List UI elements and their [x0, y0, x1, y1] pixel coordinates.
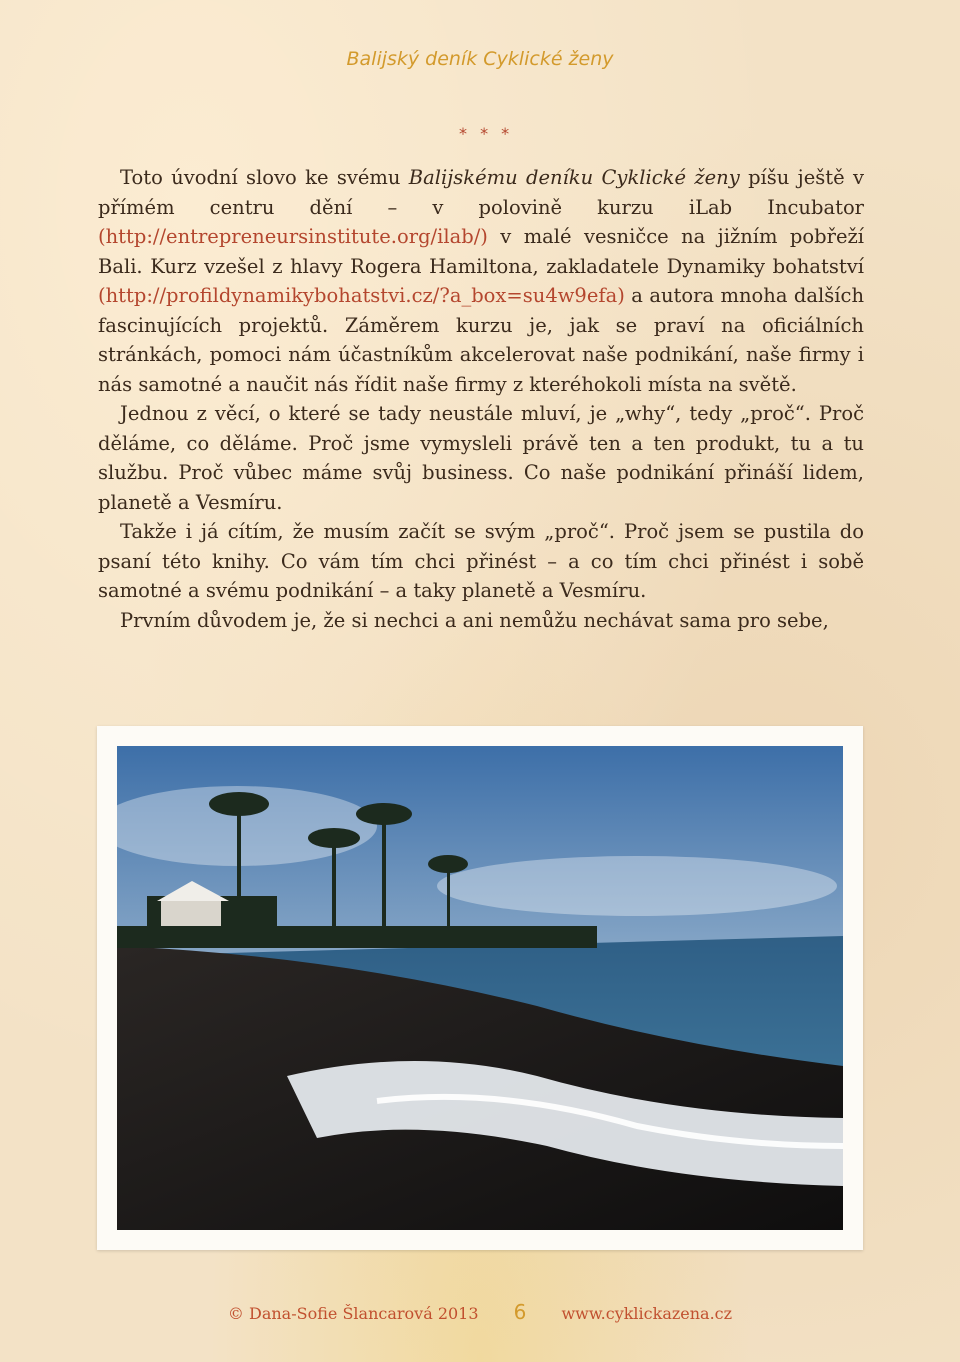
p1-text-a: Toto úvodní slovo ke svému [120, 166, 409, 189]
main-text [98, 163, 864, 635]
ilab-link[interactable]: (http://entrepreneursinstitute.org/ilab/) [98, 225, 488, 248]
paragraph-2: Jednou z věcí, o které se tady neustále mluví, je „why“, tedy „proč“. Proč děláme, co děláme. Proč jsme vymysleli právě ten a ten produkt, tu a tu službu. Proč vůbec máme svůj business. Co naše podnikání přináší lidem, planetě a Vesmíru. [98, 402, 864, 514]
book-title: Balijskému deníku Cyklické ženy [408, 166, 740, 189]
beach-photo [117, 746, 843, 1230]
paragraph-4: Prvním důvodem je, že si nechci a ani nemůžu nechávat sama pro sebe, [120, 608, 829, 632]
page-footer [0, 1300, 960, 1324]
copyright: © Dana-Sofie Šlancarová 2013 [227, 1304, 479, 1323]
p1-text-c: v malé vesničce na jižním pobřeží Bali. Kurz vzešel z hlavy Rogera Hamiltona, zakladatele Dynamiky bohatství [98, 225, 864, 278]
dynamiky-link[interactable]: (http://profildynamikybohatstvi.cz/?a_box=su4w9efa) [98, 284, 625, 307]
p1-text-d: a autora mnoha dalších fascinujících projektů. Záměrem kurzu je, jak se praví na oficiálních stránkách, pomoci nám účastníkům akcelerovat naše podnikání, naše firmy i nás samotné a naučit nás řídit naše firmy z kteréhokoli místa na světě. [98, 284, 864, 396]
paragraph-3: Takže i já cítím, že musím začít se svým „proč“. Proč jsem se pustila do psaní této knihy. Co vám tím chci přinést – a co tím chci přinést i sobě samotné a svému podnikání – a taky planetě a Vesmíru. [98, 520, 864, 602]
running-header: Balijský deník Cyklické ženy [346, 48, 614, 70]
paragraph-1 [98, 163, 864, 399]
p1-text-b: píšu ještě v přímém centru dění – v polovině kurzu iLab Incubator [98, 166, 864, 219]
section-separator: * * * [459, 124, 514, 143]
beach-photo-frame [97, 726, 863, 1250]
website-link[interactable]: www.cyklickazena.cz [561, 1304, 733, 1323]
page-number: 6 [513, 1300, 527, 1324]
